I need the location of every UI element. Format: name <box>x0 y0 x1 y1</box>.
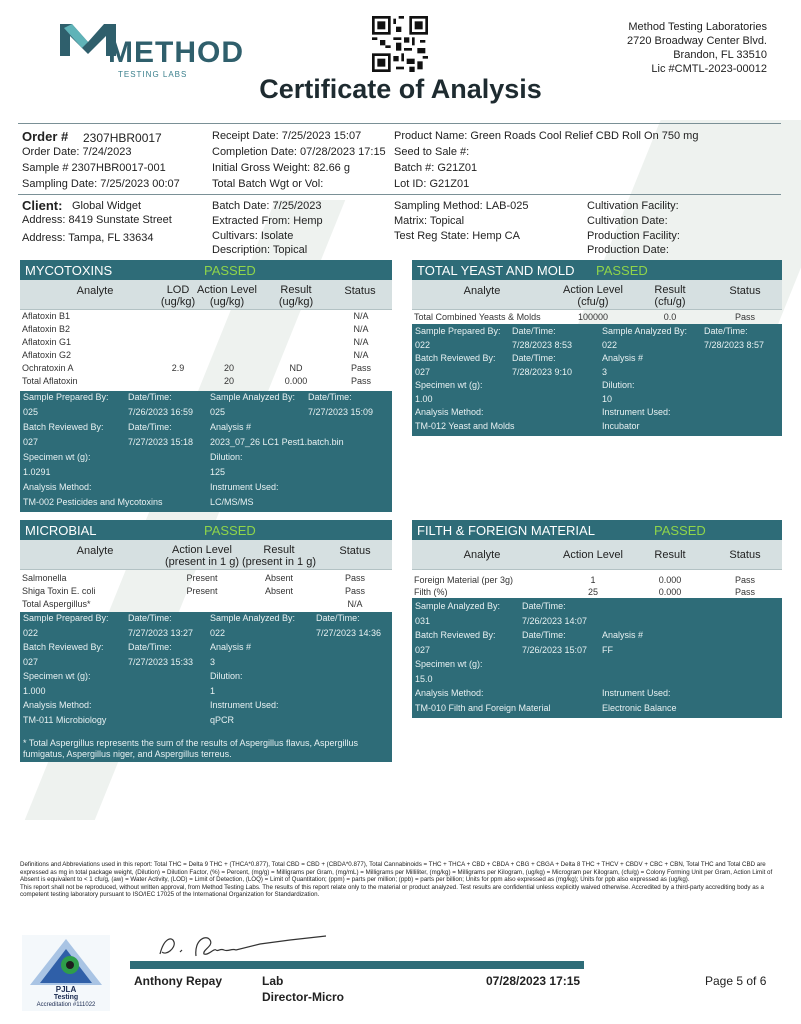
info-cell: 125 <box>210 467 226 477</box>
info-cell: 022 <box>210 627 226 638</box>
column-header: Status <box>339 545 371 557</box>
sampling-method: Sampling Method: LAB-025 <box>394 200 529 212</box>
page-indicator: Page 5 of 6 <box>705 974 767 988</box>
info-cell: Date/Time: <box>308 392 352 402</box>
info-cell: 031 <box>415 615 431 626</box>
info-cell: 022 <box>23 627 39 638</box>
sign-date: 07/28/2023 17:15 <box>486 974 581 988</box>
test-reg-state: Test Reg State: Hemp CA <box>394 230 520 242</box>
page-title: Certificate of Analysis <box>259 74 542 104</box>
client-address2: Address: Tampa, FL 33634 <box>22 232 154 244</box>
info-cell: Batch Reviewed By: <box>23 642 104 652</box>
pjla-testing: Testing <box>53 994 79 1001</box>
info-cell: Batch Reviewed By: <box>23 422 104 432</box>
gross-weight: Initial Gross Weight: 82.66 g <box>212 162 350 174</box>
table-cell: N/A <box>353 337 369 347</box>
info-cell: 022 <box>415 339 431 350</box>
lab-address-line1: 2720 Broadway Center Blvd. <box>626 35 767 47</box>
info-cell: 2023_07_26 LC1 Pest1.batch.bin <box>210 437 344 447</box>
table-cell: Salmonella <box>22 573 67 583</box>
info-cell: 3 <box>602 366 608 377</box>
info-cell: Batch Reviewed By: <box>415 630 496 640</box>
seed-to-sale: Seed to Sale #: <box>394 146 470 158</box>
info-cell: Sample Analyzed By: <box>210 392 296 402</box>
pjla-logo <box>22 935 110 1011</box>
order-number: 2307HBR0017 <box>83 131 162 145</box>
table-cell: 20 <box>223 363 234 373</box>
info-cell: Sample Analyzed By: <box>210 613 296 623</box>
column-header: Analyte <box>76 545 114 557</box>
cultivation-date: Cultivation Date: <box>587 215 668 227</box>
sampling-date: Sampling Date: 7/25/2023 00:07 <box>22 178 180 190</box>
logo-subtext: TESTING LABS <box>118 70 188 79</box>
info-cell: Date/Time: <box>512 326 556 336</box>
yeast-mold-panel <box>412 260 782 436</box>
info-cell: 7/27/2023 15:18 <box>128 437 194 447</box>
panel-header <box>20 520 392 540</box>
table-cell: Pass <box>350 376 371 386</box>
info-cell: Analysis # <box>602 353 644 363</box>
info-cell: 027 <box>415 644 431 655</box>
table-header <box>20 540 392 570</box>
table-header <box>412 280 782 310</box>
info-cell: Analysis Method: <box>415 407 484 417</box>
column-header: Result (present in 1 g) <box>242 544 316 568</box>
table-header <box>20 280 392 310</box>
pjla-accreditation: Accreditation #111022 <box>36 1002 96 1008</box>
signature-bar <box>130 961 584 969</box>
table-cell: Pass <box>734 587 755 597</box>
cultivars: Cultivars: Isolate <box>212 230 294 242</box>
disclaimer: This report shall not be reproduced, without written approval, from Method Testing Labs. The results of this report relate only to the material or product analyzed. Test results are confidential unless explicitly waived otherwise. Accredited by a third-party accrediting body as a competent testing laboratory pursuant to ISO/IEC 17025 of the International Organization for Standardization. <box>20 883 764 899</box>
panel-title: MICROBIAL <box>25 523 97 538</box>
info-cell: Incubator <box>602 420 640 431</box>
info-cell: 1.0291 <box>23 467 51 477</box>
table-cell: Total Aspergillus* <box>22 599 91 609</box>
info-cell: FF <box>602 644 613 655</box>
info-cell: Instrument Used: <box>602 688 671 698</box>
lot-id: Lot ID: G21Z01 <box>394 178 470 190</box>
info-cell: Specimen wt (g): <box>23 452 91 462</box>
info-cell: Date/Time: <box>704 326 748 336</box>
info-cell: Date/Time: <box>522 601 566 611</box>
info-cell: Specimen wt (g): <box>415 659 483 669</box>
info-cell: Sample Prepared By: <box>23 392 109 402</box>
batch-weight: Total Batch Wgt or Vol: <box>212 178 324 190</box>
info-cell: 7/27/2023 14:36 <box>316 627 382 638</box>
info-cell: 10 <box>602 393 613 404</box>
lab-address-line2: Brandon, FL 33510 <box>673 49 767 61</box>
divider <box>18 123 781 124</box>
table-cell: Pass <box>734 575 755 585</box>
column-header: Action Level <box>563 549 623 561</box>
info-cell: Instrument Used: <box>210 482 279 492</box>
table-header <box>412 540 782 570</box>
definitions: Definitions and Abbreviations used in this report: Total THC = Delta 9 THC + (THCA*0.877), Total CBD = CBD + (CBDA*0.877), Total Cannabinoids = THC + THCA + CBD + CBDA + CBG + CBGA + Delta 8 THC + THCV + CBDV + CBC + CBN, Total THC and Total CBD are expressed as mg in total package weight, (Dilution) = Dilution Factor, (%) = Percent, (mg/g) = Milligrams per Gram, (mg/mL) = Milligrams per Milliliter, (mg/kg) = Milligrams per Kilogram, (ug/kg) = Microgram per Kilogram, (cfu/g) = Colony Forming Unit per Gram, Action Limit of Absent is equivalent to < 1 cfu/g, (aw) = Water Activity, (LOD) = Limit of Detection, (LOQ) = Limit of Quantitation; (ppm) = parts per million; (ppb) = parts per billion; Units for ppm also expressed as (mg/kg); Units for ppb also expressed as (ug/kg). <box>20 861 773 884</box>
info-cell: TM-011 Microbiology <box>23 714 107 725</box>
table-cell: 0.000 <box>658 587 682 597</box>
info-cell: Date/Time: <box>128 642 172 652</box>
sample-number: Sample # 2307HBR0017-001 <box>22 162 166 174</box>
production-facility: Production Facility: <box>587 230 680 242</box>
filth-panel <box>412 520 782 718</box>
lab-name: Method Testing Laboratories <box>628 21 767 33</box>
column-header: Result (ug/kg) <box>278 284 314 308</box>
info-cell: Dilution: <box>210 452 243 462</box>
table-cell: Total Aflatoxin <box>22 376 78 386</box>
production-date: Production Date: <box>587 244 669 256</box>
info-cell: 7/27/2023 13:27 <box>128 627 194 638</box>
table-cell: 1 <box>590 575 596 585</box>
info-cell: 7/26/2023 16:59 <box>128 407 194 417</box>
table-cell: Aflatoxin B2 <box>22 324 71 334</box>
panel-title: TOTAL YEAST AND MOLD <box>417 263 575 278</box>
column-header: Analyte <box>463 549 501 561</box>
table-cell: Present <box>186 586 218 596</box>
info-cell: Date/Time: <box>128 613 172 623</box>
column-header: Result <box>654 549 686 561</box>
info-cell: Analysis # <box>210 422 252 432</box>
batch-number: Batch #: G21Z01 <box>394 162 478 174</box>
table-cell: Aflatoxin G1 <box>22 337 72 347</box>
table-cell: 20 <box>223 376 234 386</box>
column-header: Analyte <box>76 285 114 297</box>
table-cell: Pass <box>344 586 365 596</box>
info-cell: Dilution: <box>602 380 635 390</box>
info-cell: Date/Time: <box>522 630 566 640</box>
info-cell: 7/28/2023 8:53 <box>512 339 573 350</box>
aspergillus-note: * Total Aspergillus represents the sum of the results of Aspergillus flavus, Aspergillus fumigatus, Aspergillus niger, and Aspergillus terreus. <box>23 738 359 759</box>
table-cell: 2.9 <box>171 363 185 373</box>
table-cell: Pass <box>734 312 755 322</box>
product-name: Product Name: Green Roads Cool Relief CBD Roll On 750 mg <box>394 130 699 142</box>
client-address1: Address: 8419 Sunstate Street <box>22 214 172 226</box>
info-cell: 022 <box>602 339 618 350</box>
info-cell: 1.000 <box>23 685 46 696</box>
table-cell: Filth (%) <box>414 587 448 597</box>
table-cell: Present <box>186 573 218 583</box>
info-cell: 025 <box>210 407 226 417</box>
description: Description: Topical <box>212 244 308 256</box>
client-label: Client: <box>22 198 63 213</box>
info-cell: Date/Time: <box>128 422 172 432</box>
lab-license: Lic #CMTL-2023-00012 <box>651 63 767 75</box>
table-cell: Foreign Material (per 3g) <box>414 575 514 585</box>
info-cell: 3 <box>210 656 216 667</box>
info-cell: Analysis # <box>602 630 644 640</box>
info-cell: Date/Time: <box>316 613 360 623</box>
table-cell: Ochratoxin A <box>22 363 74 373</box>
info-cell: 7/28/2023 9:10 <box>512 366 573 377</box>
table-cell: ND <box>289 363 303 373</box>
table-cell: Absent <box>264 586 294 596</box>
info-cell: Batch Reviewed By: <box>415 353 496 363</box>
pjla-emblem-icon <box>22 935 110 987</box>
signature-image <box>150 930 330 962</box>
info-cell: Analysis # <box>210 642 252 652</box>
info-cell: TM-010 Filth and Foreign Material <box>415 702 551 713</box>
receipt-date: Receipt Date: 7/25/2023 15:07 <box>212 130 362 142</box>
column-header: LOD (ug/kg) <box>160 284 196 308</box>
pjla-name: PJLA <box>55 985 77 994</box>
info-cell: 1.00 <box>415 393 433 404</box>
status-badge: PASSED <box>204 263 256 278</box>
info-cell: Sample Prepared By: <box>23 613 109 623</box>
info-cell: Specimen wt (g): <box>23 671 91 681</box>
cultivation-facility: Cultivation Facility: <box>587 200 679 212</box>
info-cell: qPCR <box>210 714 235 725</box>
signer-title1: Lab <box>262 974 284 988</box>
panel-header <box>412 520 782 540</box>
column-header: Analyte <box>463 285 501 297</box>
info-cell: Electronic Balance <box>602 702 677 713</box>
table-cell: 0.000 <box>658 575 682 585</box>
column-header: Action Level (cfu/g) <box>563 284 623 308</box>
info-cell: Sample Prepared By: <box>415 326 501 336</box>
qr-code-icon[interactable] <box>372 16 428 72</box>
info-cell: 7/26/2023 15:07 <box>522 644 588 655</box>
table-cell: N/A <box>353 311 369 321</box>
column-header: Status <box>344 285 376 297</box>
panel-header <box>412 260 782 280</box>
status-badge: PASSED <box>204 523 256 538</box>
lab-info <box>627 20 767 76</box>
info-cell: Sample Analyzed By: <box>415 601 501 611</box>
completion-date: Completion Date: 07/28/2023 17:15 <box>212 146 386 158</box>
table-cell: Aflatoxin G2 <box>22 350 72 360</box>
info-cell: 027 <box>415 366 431 377</box>
company-logo <box>58 18 244 79</box>
column-header: Action Level (present in 1 g) <box>165 544 239 568</box>
info-cell: TM-002 Pesticides and Mycotoxins <box>23 497 163 507</box>
column-header: Status <box>729 285 761 297</box>
mycotoxins-panel <box>20 260 392 512</box>
order-date: Order Date: 7/24/2023 <box>22 146 132 158</box>
table-cell: Total Combined Yeasts & Molds <box>414 312 541 322</box>
microbial-panel <box>20 520 392 762</box>
divider <box>18 194 781 195</box>
table-cell: Absent <box>264 573 294 583</box>
table-cell: N/A <box>347 599 363 609</box>
info-cell: 15.0 <box>415 673 433 684</box>
info-cell: Analysis Method: <box>23 482 92 492</box>
table-cell: N/A <box>353 350 369 360</box>
info-cell: Analysis Method: <box>415 688 484 698</box>
table-cell: Pass <box>350 363 371 373</box>
status-badge: PASSED <box>654 523 706 538</box>
table-cell: N/A <box>353 324 369 334</box>
batch-date: Batch Date: 7/25/2023 <box>212 200 322 212</box>
column-header: Result (cfu/g) <box>654 284 686 308</box>
table-cell: 0.0 <box>663 312 677 322</box>
info-cell: 025 <box>23 407 39 417</box>
info-cell: 027 <box>23 656 39 667</box>
table-cell: Pass <box>344 573 365 583</box>
sample-info-block <box>412 598 782 718</box>
order-label: Order # <box>22 129 69 144</box>
column-header: Action Level (ug/kg) <box>197 284 257 308</box>
info-cell: 7/27/2023 15:09 <box>308 407 374 417</box>
matrix: Matrix: Topical <box>394 215 465 227</box>
signer-name: Anthony Repay <box>134 974 223 988</box>
info-cell: 027 <box>23 437 39 447</box>
info-cell: Date/Time: <box>512 353 556 363</box>
info-cell: Date/Time: <box>128 392 172 402</box>
info-cell: Analysis Method: <box>23 700 92 710</box>
status-badge: PASSED <box>596 263 648 278</box>
table-cell: 100000 <box>577 312 609 322</box>
info-cell: 7/26/2023 14:07 <box>522 615 588 626</box>
table-cell: 25 <box>587 587 598 597</box>
info-cell: Dilution: <box>210 671 243 681</box>
info-cell: TM-012 Yeast and Molds <box>415 420 515 431</box>
info-cell: Specimen wt (g): <box>415 380 483 390</box>
info-cell: LC/MS/MS <box>210 497 254 507</box>
extracted-from: Extracted From: Hemp <box>212 215 323 227</box>
info-cell: 7/28/2023 8:57 <box>704 339 765 350</box>
logo-text: METHOD <box>108 36 244 69</box>
panel-header <box>20 260 392 280</box>
info-cell: 7/27/2023 15:33 <box>128 656 194 667</box>
panel-title: MYCOTOXINS <box>25 263 113 278</box>
info-cell: 1 <box>210 685 216 696</box>
info-cell: Instrument Used: <box>602 407 671 417</box>
panel-title: FILTH & FOREIGN MATERIAL <box>417 523 595 538</box>
signer-title2: Director-Micro <box>262 990 345 1004</box>
info-cell: Instrument Used: <box>210 700 279 710</box>
table-cell: 0.000 <box>284 376 308 386</box>
definitions-text <box>20 861 780 899</box>
table-cell: Aflatoxin B1 <box>22 311 71 321</box>
info-cell: Sample Analyzed By: <box>602 326 688 336</box>
table-cell: Shiga Toxin E. coli <box>22 586 96 596</box>
client-name: Global Widget <box>72 200 142 212</box>
column-header: Status <box>729 549 761 561</box>
